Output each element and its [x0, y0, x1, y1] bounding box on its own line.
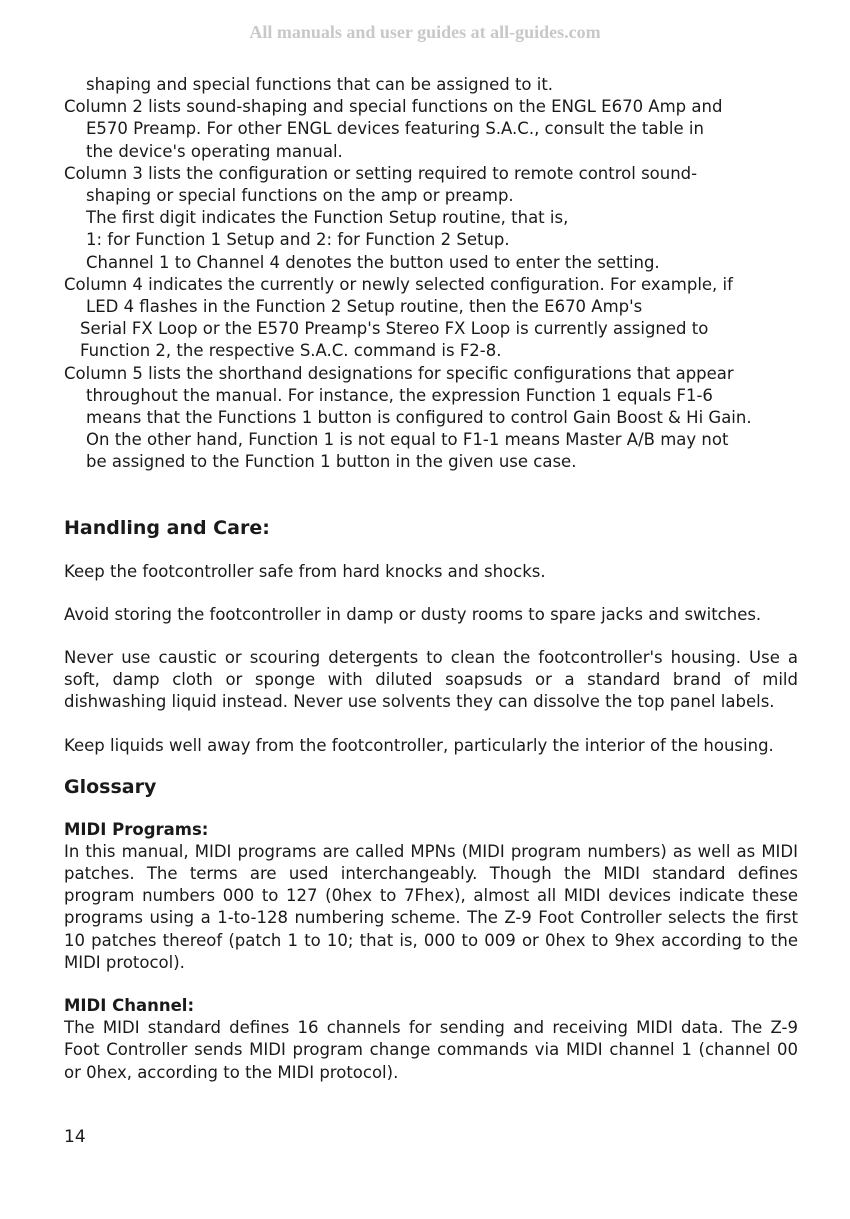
- column-descriptions: [64, 74, 798, 474]
- column-5-line: Column 5 lists the shorthand designations for specific configurations that appear: [64, 363, 734, 383]
- column-4-line-4: Function 2, the respective S.A.C. command is F2-8.: [80, 341, 502, 361]
- column-4-line: Column 4 indicates the currently or newly selected configuration. For example, if: [64, 274, 733, 294]
- column-2-line-2: E570 Preamp. For other ENGL devices featuring S.A.C., consult the table in: [86, 119, 704, 139]
- column-3-line-5: Channel 1 to Channel 4 denotes the button used to enter the setting.: [86, 252, 660, 272]
- handling-paragraph-4: Keep liquids well away from the footcontroller, particularly the interior of the housing.: [64, 735, 774, 755]
- column-4-line-2: LED 4 flashes in the Function 2 Setup routine, then the E670 Amp's: [86, 297, 643, 317]
- page-number: 14: [64, 1127, 86, 1147]
- glossary-term-midi-channel: MIDI Channel:: [64, 996, 195, 1016]
- column-5-line-2: throughout the manual. For instance, the expression Function 1 equals F1-6: [86, 385, 713, 405]
- column-3-line-2: shaping or special functions on the amp or preamp.: [86, 186, 514, 206]
- column-5-line-4: On the other hand, Function 1 is not equal to F1-1 means Master A/B may not: [86, 430, 729, 450]
- page-content: [64, 74, 798, 1084]
- glossary-heading: Glossary: [64, 775, 157, 798]
- column-2-line: Column 2 lists sound-shaping and special functions on the ENGL E670 Amp and: [64, 97, 723, 117]
- handling-heading: Handling and Care:: [64, 516, 270, 539]
- glossary-definition-midi-programs: In this manual, MIDI programs are called MPNs (MIDI program numbers) as well as MIDI patches. The terms are used interchangeably. Though the MIDI standard defines program numbers 000 to 127 (0hex to 7Fhex), almost all MIDI devices indicate these programs using a 1-to-128 numbering scheme. The Z-9 Foot Controller selects the first 10 patches thereof (patch 1 to 10; that is, 000 to 009 or 0hex to 9hex according to the MIDI protocol).: [64, 841, 798, 972]
- column-3-line: Column 3 lists the configuration or setting required to remote control sound-: [64, 163, 698, 183]
- column-5-line-3: means that the Functions 1 button is configured to control Gain Boost & Hi Gain.: [86, 408, 752, 428]
- watermark: All manuals and user guides at all-guides.com: [249, 22, 601, 42]
- glossary-definition-midi-channel: The MIDI standard defines 16 channels for sending and receiving MIDI data. The Z-9 Foot Controller sends MIDI program change commands via MIDI channel 1 (channel 00 or 0hex, according to the MIDI protocol).: [64, 1018, 798, 1082]
- column-3-line-4: 1: for Function 1 Setup and 2: for Function 2 Setup.: [86, 230, 510, 250]
- column-2-line-3: the device's operating manual.: [86, 141, 343, 161]
- column-5-line-5: be assigned to the Function 1 button in the given use case.: [86, 452, 577, 472]
- column-4-line-3: Serial FX Loop or the E570 Preamp's Stereo FX Loop is currently assigned to: [80, 319, 709, 339]
- column-3-line-3: The first digit indicates the Function Setup routine, that is,: [86, 208, 569, 228]
- handling-paragraph-1: Keep the footcontroller safe from hard knocks and shocks.: [64, 561, 546, 581]
- handling-paragraph-3: Never use caustic or scouring detergents to clean the footcontroller's housing. Use a soft, damp cloth or sponge with diluted soapsuds or a standard brand of mild dishwashing liquid instead. Never use solvents they can dissolve the top panel labels.: [64, 648, 798, 712]
- handling-paragraph-2: Avoid storing the footcontroller in damp or dusty rooms to spare jacks and switches.: [64, 604, 762, 624]
- column-1-tail: shaping and special functions that can be assigned to it.: [86, 75, 554, 94]
- glossary-term-midi-programs: MIDI Programs:: [64, 819, 209, 839]
